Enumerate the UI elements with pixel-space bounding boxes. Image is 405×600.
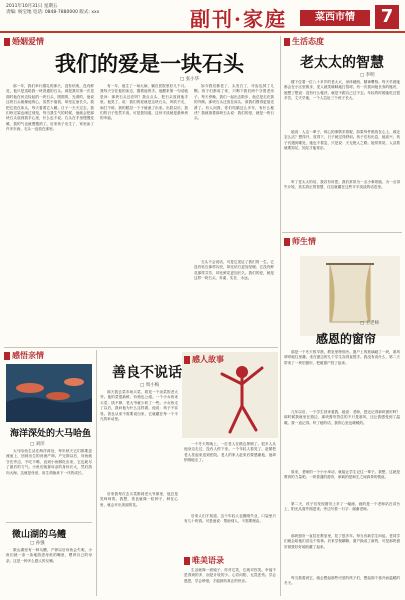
right-bottom-text3: 每当我看到它，就会想起那些可爱的孩子们，想起那个寒冷而温暖的冬天。 <box>284 576 400 586</box>
salmon-image <box>6 364 92 422</box>
bottom-text2: 微山湖里有一种乌鳢，产卵以后母鱼会失明，小鱼们就一条一条地游进母鱼的嘴里，喂养自己的母亲。这是一种多么感人的反哺。 <box>6 548 92 563</box>
page-header <box>0 0 405 33</box>
section-divider <box>4 347 278 348</box>
tag-quotes: 唯美语录 <box>184 556 224 566</box>
bottom-text4b: 后来人们才知道，这个年轻人也刚刚失业，口袋里只有几十块钱。可是他说：帮助别人，不需要理由。 <box>184 514 276 524</box>
column-divider <box>280 36 281 596</box>
tag-teacher: 师生情 <box>284 237 316 247</box>
tag-family: 感悟亲情 <box>4 351 44 361</box>
salmon-illustration <box>6 364 92 422</box>
right-mid-text1: 那是一个冬天的早晨，教室里特别冷。窗户上的玻璃破了一块，寒风呼呼地往里灌。坐在窗边的几个学生冻得直搓手。我没有说什么，第二天带来了一块旧窗帘，把破窗户挡了起来。 <box>284 350 400 365</box>
main-text-col4: 石头不会说话，可是它见证了我们的一生。它没有钻石那样闪亮，却比钻石更加坚硬；它没有鲜花那样芬芳，却比鲜花更加长久。我们的爱，就是这样一块石头，朴素、实在、永远。 <box>194 260 274 281</box>
bottom-text5: 生活就像一面镜子，你对它笑，它就对你笑。幸福不是得到的多，而是计较的少。心若向阳，无畏悲伤。学会感恩，学会珍惜，才能拥有真正的快乐。 <box>184 568 276 583</box>
tag-moving: 感人故事 <box>184 355 224 365</box>
right-mid-text2: 几年以后，一个学生回来看我，她说：老师，您还记得那块窗帘吗？那时候我就坐在窗边，那块窗帘挡住的不只是寒风，还让我感受到了温暖。我一直记得。听了她的话，我的心里也暖暖的。 <box>284 410 400 425</box>
bottom-col-divider <box>96 350 97 596</box>
bottom-byline3: □ 周小梅 <box>140 383 160 388</box>
right-mid-title: 感恩的窗帘 <box>316 332 377 346</box>
bottom-divider <box>6 522 92 523</box>
bottom-text3: 那天我去菜市场买菜，看见一个卖菜的老大爷。他的菜很新鲜，价格也公道。一个小女孩来买菜，钱不够，老大爷就少收了一些。小女孩走了以后，我问他为什么这样做，他说：孩子不容易。善良从来不需要说出来，它就藏在每一个平凡的举动里。 <box>100 390 178 422</box>
date-line: 2011年10月31日 星期五 责编: 杨宝地 电话: 0848-7880000 版式: xxx <box>6 4 100 15</box>
tag-marriage: 婚姻爱情 <box>4 37 44 47</box>
right-divider-1 <box>282 232 402 233</box>
bottom-text4: 一个冬天的晚上，一位老人在路边摔倒了。很多人从他身边走过，没有人停下来。一个年轻人看见了，赶紧把老人扶起来送到医院。老人的家人赶来后要感谢他，他却悄悄地走了。 <box>184 442 276 463</box>
curtain-illustration <box>300 256 400 336</box>
bottom-byline1: □ 刘洋 <box>30 442 45 447</box>
main-text-col1: 那一年，我们举行婚礼的那天，没有钻戒，没有鲜花，他只是送给我一块普通的石头。那是我们第一次见面时他在河边捡起的一块石头，圆圆的，光滑的，他说这块石头就像他的心，虽然不值钱，却坚定而长久。我把它放在床头，每天看着它入睡。日子一天天过去，我们吵过架也闹过别扭，每当我生气的时候，他就会把那块石头放到我手心里，什么也不说。石头在手里慢慢变暖，我的气也就慢慢消了。后来孩子出生了，家里添了许多东西，石头一直放在那里。 <box>6 84 94 132</box>
curtain-image <box>300 256 400 336</box>
main-text-col2: 有一年，他生了一场大病，躺在医院里好几个月。我每天守在他的床边，握着他的手。他醒来第一句话就是问：那块石头还在吗？我点点头，把石头放到他手里。他笑了，说：我们的爱就是这块石头，风吹不走，雨打不碎。我的眼泪一下子就流了出来。出院以后，我们的日子依然平淡，可是我知道，这份平淡就是最珍贵的幸福。 <box>100 84 188 121</box>
bottom-byline2: □ 孙强 <box>30 541 45 546</box>
right-top-byline: □ 李明 <box>360 73 375 78</box>
right-mid-byline: □ 王老师 <box>360 321 380 326</box>
right-mid-text3: 原来，老师的一个小小举动，就能让学生记住一辈子。我想，这就是教育的力量吧。一块普通的窗帘，承载的是师生之间真挚的情谊。 <box>284 470 400 480</box>
page-number: 7 <box>375 5 399 29</box>
right-top-text1: 楼下住着一位八十多岁的老太太，身体硬朗，精神矍铄。每天早晨她都会在小区里散步，见人就笑眯眯地打招呼。有一次我问她长寿的秘诀，她想了想说：没有什么秘诀，就是不跟自己过不去。年轻的时候她吃过很多苦，丈夫早逝，一个人拉扯三个孩子长大。 <box>284 80 400 101</box>
right-top-text2: 她说：人这一辈子，烦心的事情多着呢，如果每件都放在心上，那还怎么活？想得开，放得下，日子就过得舒坦。孩子们有出息，她高兴；孩子们遇到难处，她也不着急，只是说：天无绝人之路。她常常说，人活着就要知足，知足才能常乐。 <box>284 130 400 151</box>
bottom-title2: 微山湖的乌鳢 <box>12 530 67 540</box>
dancer-image <box>212 360 272 436</box>
main-text-col3: 如今我们都老了，头发白了，牙齿也掉了几颗。孩子们都成了家，只剩下我们两个守着老房子。每天傍晚，我们一起出去散步，他总是走在我的外侧。那块石头还放在床头，被我们摸得更加光滑了。有人问我，你们结婚这么多年，有什么秘诀？我就指着那块石头说：我们的爱，就是一块石头。 <box>194 84 274 121</box>
bottom-title1: 海洋深处的大马哈鱼 <box>10 429 92 439</box>
bottom-text1: 大马哈鱼生活在海洋深处，每年秋天它们都要逆流而上，回到出生的河流产卵。产完卵以后，母鱼就守在旁边，不吃不喝，直到小鱼孵化出来，它也耗尽了最后的力气。小鱼们就靠母亲的身体长大，然后游向大海。这就是母爱，用生命换来下一代的成长。 <box>6 449 92 475</box>
right-top-text3: 听了老太太的话，我若有所思。我们常常为一点小事烦恼，为一点得失计较，其实真正的智慧，往往就藏在这些平平淡淡的话语里。 <box>284 180 400 190</box>
tag-life: 生活态度 <box>284 37 324 47</box>
section-title: 副刊·家庭 <box>190 7 287 31</box>
right-top-title: 老太太的智慧 <box>300 55 384 71</box>
right-bottom-text2: 那块窗帘一直挂在教室里，挂了很多年。每当有新学生问起，老同学们就会给他们讲这个故事。后来学校翻修，窗户换成了新的，可是那块窗帘被我好好地收藏了起来。 <box>284 534 400 549</box>
brand-logo: 菜西市情 <box>300 10 370 26</box>
dancer-illustration <box>212 360 272 436</box>
bottom-title3: 善良不说话 <box>112 365 182 381</box>
bottom-text3b: 后来我每次去买菜都到老大爷那里，他总是笑呵呵的。我想，善良就像一粒种子，种在心里，就会开出美丽的花。 <box>100 492 178 507</box>
right-bottom-text1: 第二天，孩子们发现窗帘上多了一幅画，画的是一个老师站在讲台上，阳光从窗外照进来。旁边写着一行字：谢谢老师。 <box>284 502 400 512</box>
main-byline: □ 张小华 <box>180 77 200 82</box>
main-title: 我们的爱是一块石头 <box>55 51 244 76</box>
